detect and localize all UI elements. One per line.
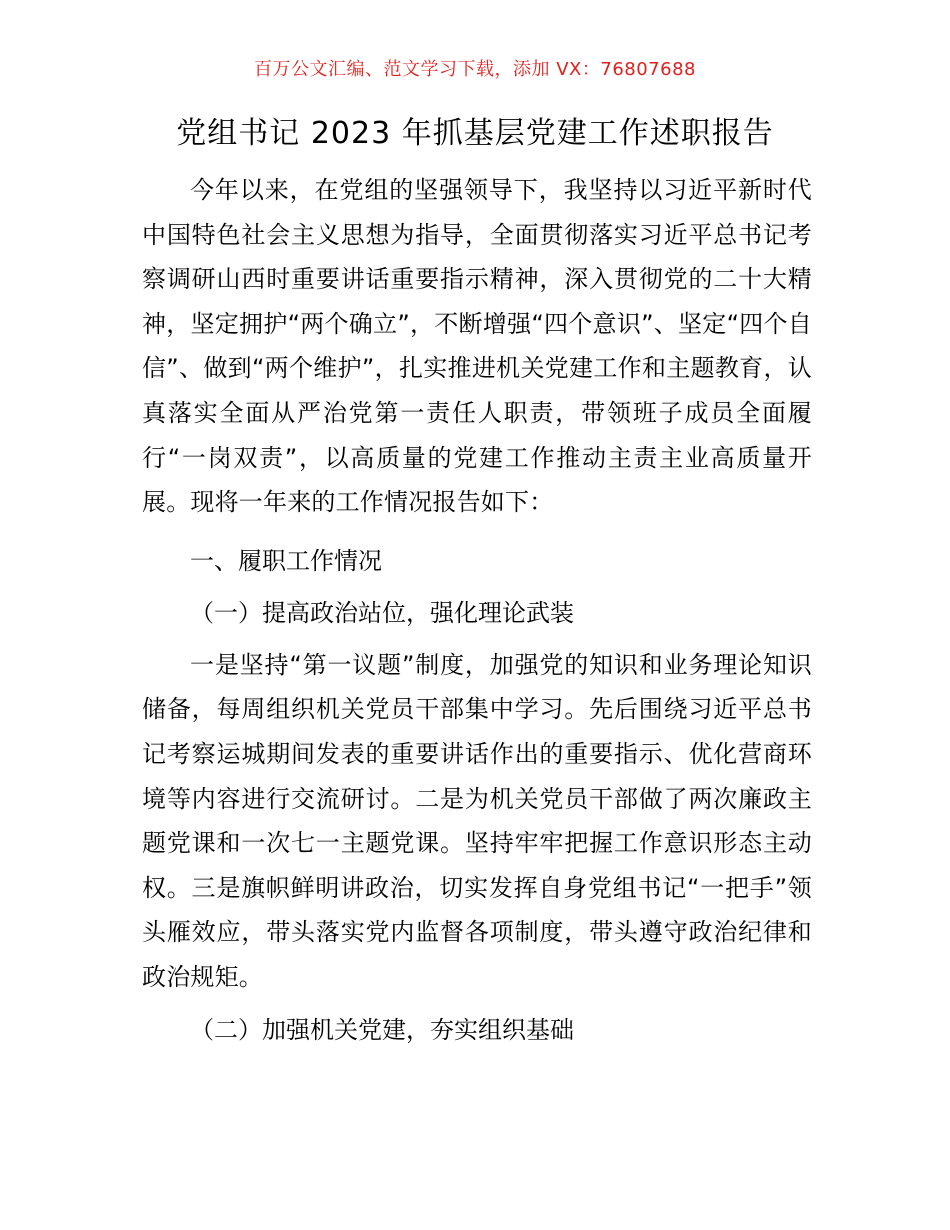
document-body (142, 168, 812, 1052)
section-heading: 一、履职工作情况 (190, 546, 382, 575)
intro-paragraph: 今年以来，在党组的坚强领导下，我坚持以习近平新时代中国特色社会主义思想为指导，全面贯彻落实习近平总书记考察调研山西时重要讲话重要指示精神，深入贯彻党的二十大精神，坚定拥护“两个确立”，不断增强“四个意识”、坚定“四个自信”、做到“两个维护”，扎实推进机关党建工作和主题教育，认真落实全面从严治党第一责任人职责，带领班子成员全面履行“一岗双责”，以高质量的党建工作推动主责主业高质量开展。现将一年来的工作情况报告如下： (142, 176, 812, 517)
subsection-heading: （一）提高政治站位，强化理论武装 (190, 598, 574, 627)
watermark-banner: 百万公文汇编、范文学习下载，添加 VX：76807688 (254, 59, 696, 80)
subsection-heading: （二）加强机关党建，夯实组织基础 (190, 1015, 574, 1044)
subsection-paragraph: 一是坚持“第一议题”制度，加强党的知识和业务理论知识储备，每周组织机关党员干部集中学习。先后围绕习近平总书记考察运城期间发表的重要讲话作出的重要指示、优化营商环境等内容进行交流研讨。二是为机关党员干部做了两次廉政主题党课和一次七一主题党课。坚持牢牢把握工作意识形态主动权。三是旗帜鲜明讲政治，切实发挥自身党组书记“一把手”领头雁效应，带头落实党内监督各项制度，带头遵守政治纪律和政治规矩。 (142, 650, 812, 991)
page-title: 党组书记 2023 年抓基层党建工作述职报告 (176, 116, 774, 151)
